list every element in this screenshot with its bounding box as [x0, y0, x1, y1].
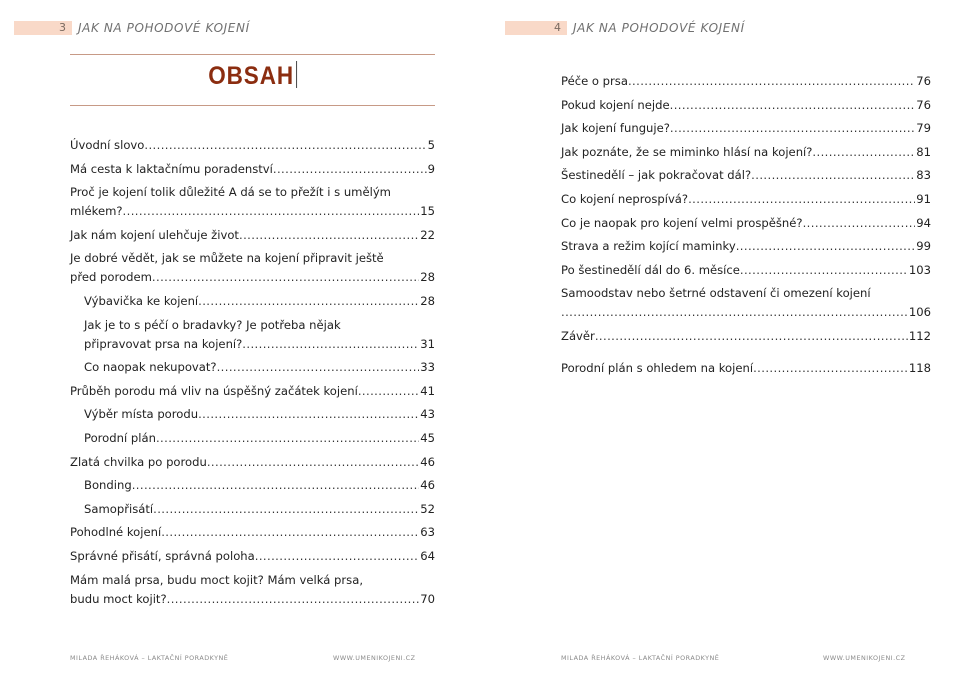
toc-entry[interactable]: Pokud kojení nejde ..... 76: [561, 96, 931, 115]
toc-subentry[interactable]: Jak je to s péčí o bradavky? Je potřeba nějak připravovat prsa na kojení? ..... 31: [70, 316, 435, 354]
toc-entry[interactable]: Průběh porodu má vliv na úspěšný začátek kojení ..... 41: [70, 382, 435, 401]
page-right: [505, 0, 970, 677]
toc-entry[interactable]: Má cesta k laktačnímu poradenství ..... 9: [70, 160, 435, 179]
toc-subentry[interactable]: Bonding ..... 46: [70, 476, 435, 495]
toc-list: [70, 136, 435, 613]
contents-heading-box: [70, 54, 435, 106]
toc-entry[interactable]: Co kojení neprospívá? ..... 91: [561, 190, 931, 209]
footer-author: MILADA ŘEHÁKOVÁ – LAKTAČNÍ PORADKYNĚ: [70, 654, 229, 662]
running-title: JAK NA POHODOVÉ KOJENÍ: [78, 21, 250, 35]
toc-entry[interactable]: Jak nám kojení ulehčuje život ..... 22: [70, 226, 435, 245]
text-cursor: [296, 61, 297, 88]
toc-entry[interactable]: Samoodstav nebo šetrné odstavení či omezení kojení ..... 106: [561, 284, 931, 322]
footer-website[interactable]: WWW.UMENIKOJENI.CZ: [823, 654, 906, 662]
toc-entry[interactable]: Jak kojení funguje? ..... 79: [561, 119, 931, 138]
toc-subentry[interactable]: Porodní plán ..... 45: [70, 429, 435, 448]
contents-heading[interactable]: OBSAH: [208, 62, 295, 90]
toc-entry[interactable]: Strava a režim kojící maminky ..... 99: [561, 237, 931, 256]
toc-entry[interactable]: Závěr ..... 112: [561, 327, 931, 346]
footer-website[interactable]: WWW.UMENIKOJENI.CZ: [333, 654, 416, 662]
toc-subentry[interactable]: Co naopak nekupovat? ..... 33: [70, 358, 435, 377]
toc-entry[interactable]: Pohodlné kojení ..... 63: [70, 523, 435, 542]
toc-subentry[interactable]: Výběr místa porodu ..... 43: [70, 405, 435, 424]
page-number: 4: [505, 21, 567, 35]
toc-subentry[interactable]: Výbavička ke kojení ..... 28: [70, 292, 435, 311]
toc-entry[interactable]: Správné přisátí, správná poloha ..... 64: [70, 547, 435, 566]
toc-entry[interactable]: Porodní plán s ohledem na kojení ..... 118: [561, 359, 931, 378]
running-title: JAK NA POHODOVÉ KOJENÍ: [573, 21, 745, 35]
toc-entry[interactable]: Šestinedělí – jak pokračovat dál? ..... 83: [561, 166, 931, 185]
toc-entry[interactable]: Úvodní slovo ..... 5: [70, 136, 435, 155]
page-number: 3: [14, 21, 72, 35]
running-header: [14, 20, 250, 36]
toc-entry[interactable]: Proč je kojení tolik důležité A dá se to přežít i s umělým mlékem? ..... 15: [70, 183, 435, 221]
footer-author: MILADA ŘEHÁKOVÁ – LAKTAČNÍ PORADKYNĚ: [561, 654, 720, 662]
running-header: [505, 20, 745, 36]
toc-entry[interactable]: Je dobré vědět, jak se můžete na kojení připravit ještě před porodem ..... 28: [70, 249, 435, 287]
toc-entry[interactable]: Mám malá prsa, budu moct kojit? Mám velká prsa, budu moct kojit? ..... 70: [70, 571, 435, 609]
toc-subentry[interactable]: Samopřisátí ..... 52: [70, 500, 435, 519]
toc-list: [561, 72, 931, 383]
toc-entry[interactable]: Po šestinedělí dál do 6. měsíce ..... 103: [561, 261, 931, 280]
toc-entry[interactable]: Péče o prsa ..... 76: [561, 72, 931, 91]
toc-entry[interactable]: Co je naopak pro kojení velmi prospěšné? ..... 94: [561, 214, 931, 233]
toc-entry[interactable]: Zlatá chvilka po porodu ..... 46: [70, 453, 435, 472]
toc-entry[interactable]: Jak poznáte, že se miminko hlásí na kojení? ..... 81: [561, 143, 931, 162]
